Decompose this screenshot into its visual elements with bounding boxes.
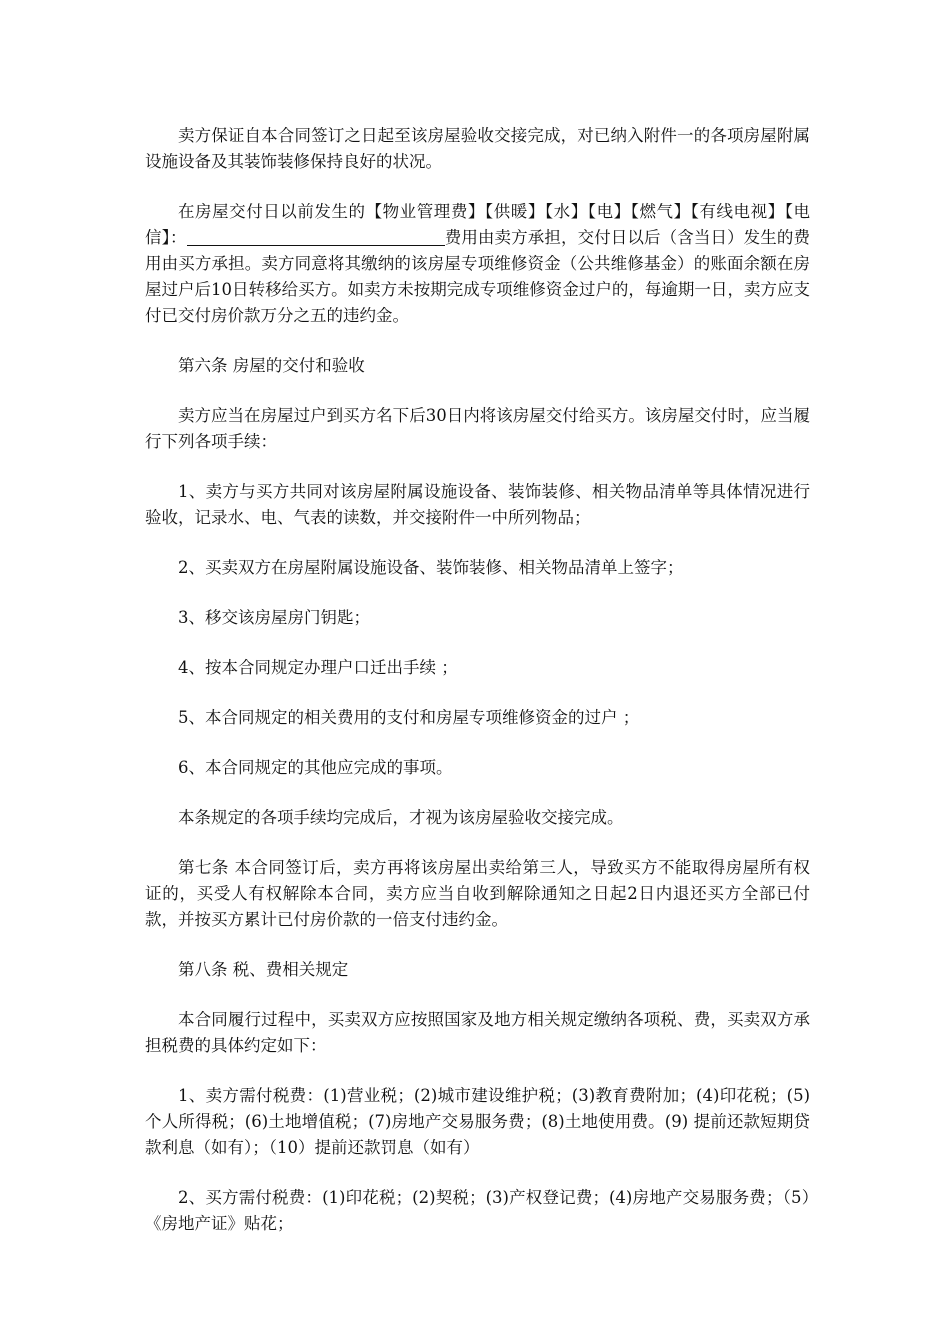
fee-amount-blank <box>187 227 445 246</box>
paragraph-fees-before-delivery <box>145 199 810 329</box>
paragraph-tax-intro: 本合同履行过程中，买卖双方应按照国家及地方相关规定缴纳各项税、费，买卖双方承担税费的具体约定如下： <box>145 1010 810 1055</box>
list-item-5: 5、本合同规定的相关费用的支付和房屋专项维修资金的过户 ； <box>178 708 640 727</box>
paragraph-delivery-timeline: 卖方应当在房屋过户到买方名下后30日内将该房屋交付给买方。该房屋交付时，应当履行下列各项手续： <box>145 406 810 451</box>
document-page <box>145 123 810 1261</box>
list-item-seller-taxes: 1、卖方需付税费：(1)营业税；(2)城市建设维护税；(3)教育费附加；(4)印花税；(5)个人所得税；(6)土地增值税；(7)房地产交易服务费；(8)土地使用费。(9) 提前还款短期贷款利息（如有）；（10）提前还款罚息（如有） <box>145 1086 810 1157</box>
list-item-1: 1、卖方与买方共同对该房屋附属设施设备、装饰装修、相关物品清单等具体情况进行验收，记录水、电、气表的读数，并交接附件一中所列物品； <box>145 482 810 527</box>
fees-text-after-blank: 费用由卖方承担，交付日以后（含当日）发生的费用由买方承担。卖方同意将其缴纳的该房屋专项维修资金（公共维修基金）的账面余额在房屋过户后10日转移给买方。如卖方未按期完成专项维修资金过户的，每逾期一日，卖方应支付已交付房价款万分之五的违约金。 <box>145 228 811 325</box>
paragraph-article-7: 第七条 本合同签订后，卖方再将该房屋出卖给第三人，导致买方不能取得房屋所有权证的，买受人有权解除本合同，卖方应当自收到解除通知之日起2日内退还买方全部已付款，并按买方累计已付房价款的一倍支付违约金。 <box>145 858 810 929</box>
list-item-6: 6、本合同规定的其他应完成的事项。 <box>178 758 453 777</box>
list-item-4: 4、按本合同规定办理户口迁出手续 ； <box>178 658 458 677</box>
paragraph-seller-guarantee: 卖方保证自本合同签订之日起至该房屋验收交接完成，对已纳入附件一的各项房屋附属设施设备及其装饰装修保持良好的状况。 <box>145 126 810 171</box>
paragraph-completion-condition: 本条规定的各项手续均完成后，才视为该房屋验收交接完成。 <box>178 808 624 827</box>
heading-article-6: 第六条 房屋的交付和验收 <box>178 356 365 375</box>
list-item-2: 2、买卖双方在房屋附属设施设备、装饰装修、相关物品清单上签字； <box>178 558 684 577</box>
heading-article-8: 第八条 税、费相关规定 <box>178 960 349 979</box>
list-item-buyer-taxes: 2、买方需付税费：(1)印花税；(2)契税；(3)产权登记费；(4)房地产交易服务费；（5）《房地产证》贴花； <box>145 1188 810 1233</box>
list-item-3: 3、移交该房屋房门钥匙； <box>178 608 370 627</box>
fees-text-before-blank: 在房屋交付日以前发生的【物业管理费】【供暖】【水】【电】【燃气】【有线电视】【电 信】： <box>145 202 810 247</box>
